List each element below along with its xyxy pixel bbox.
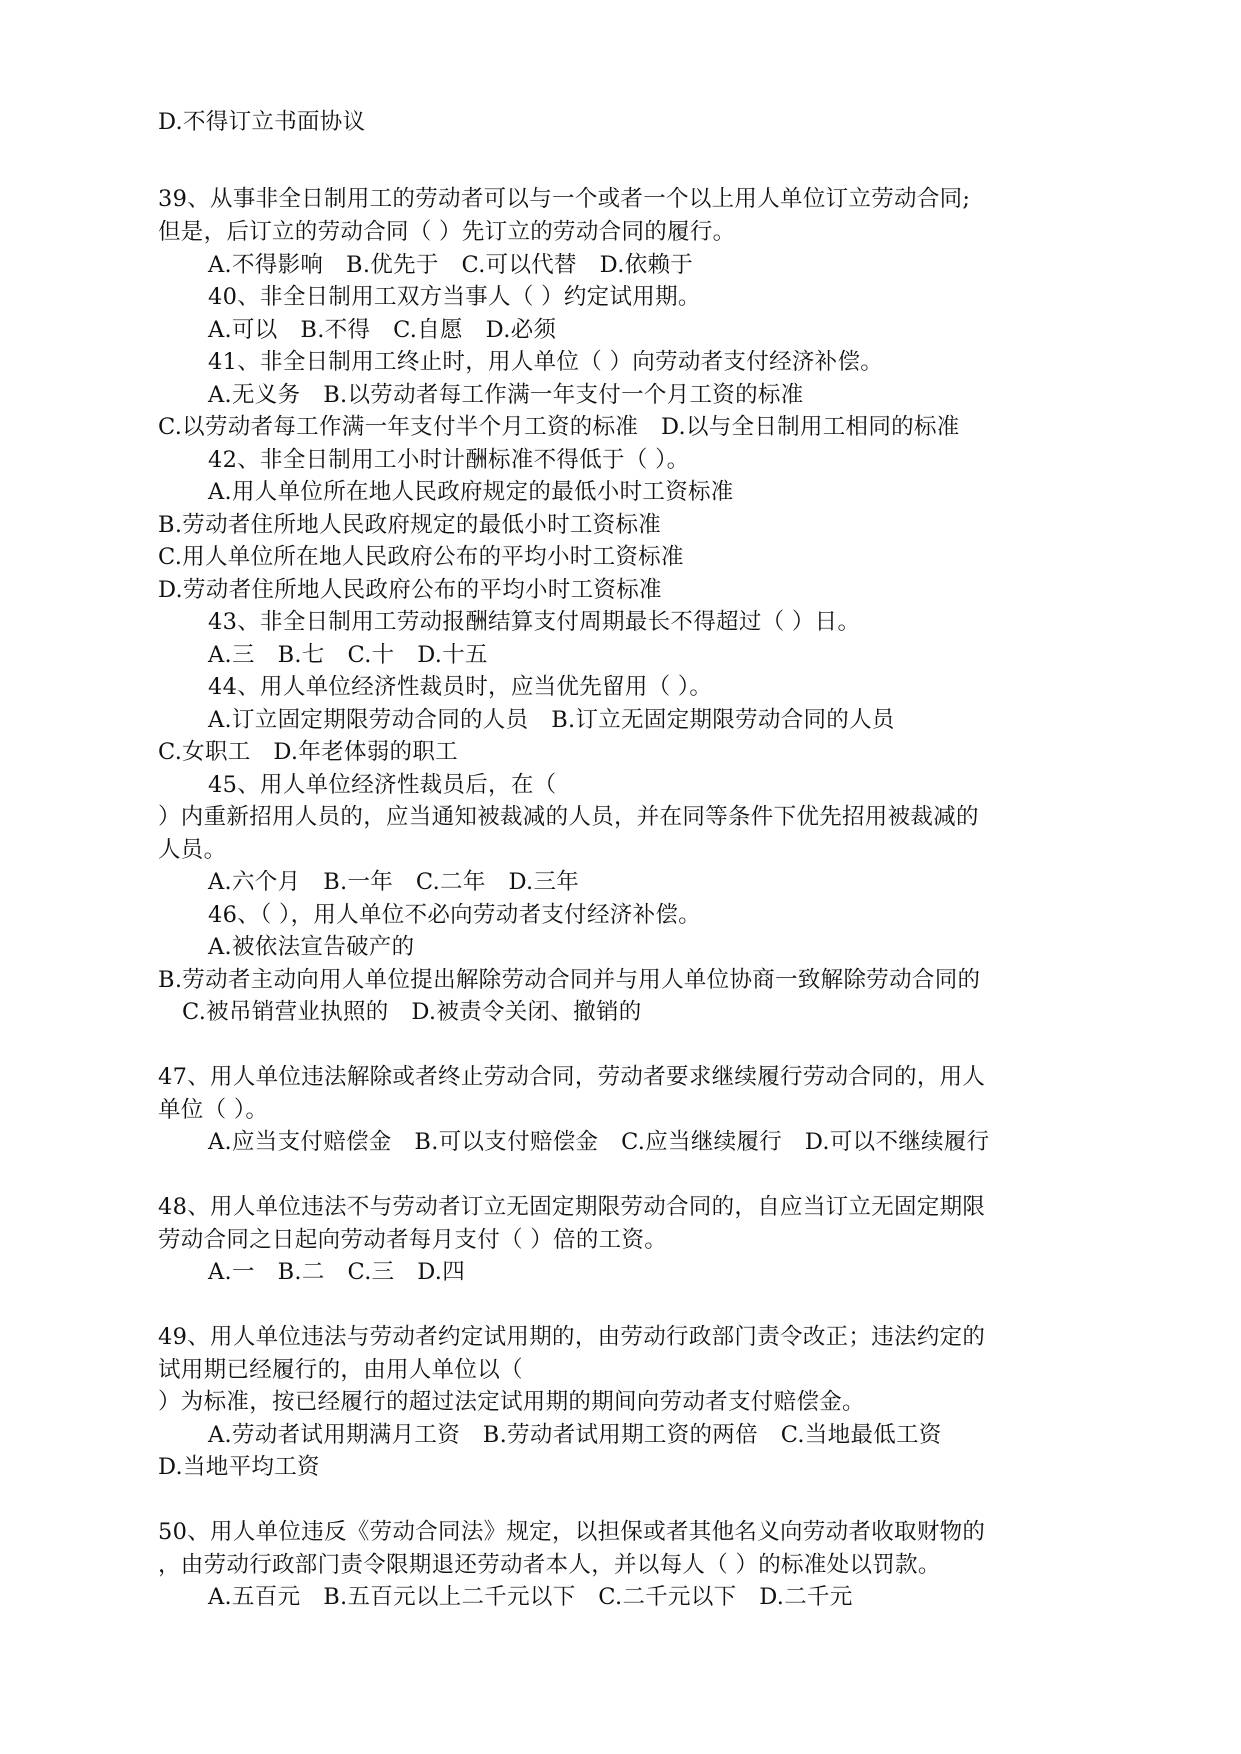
- text-line: ）内重新招用人员的，应当通知被裁减的人员，并在同等条件下优先招用被裁减的: [158, 804, 979, 830]
- text-line: A.用人单位所在地人民政府规定的最低小时工资标准: [208, 479, 734, 505]
- text-line: 50、用人单位违反《劳动合同法》规定，以担保或者其他名义向劳动者收取财物的: [158, 1519, 986, 1545]
- text-line: 44、用人单位经济性裁员时，应当优先留用（ ）。: [208, 674, 713, 700]
- text-line: D.不得订立书面协议: [158, 109, 366, 135]
- text-line: A.被依法宣告破产的: [208, 934, 415, 960]
- text-line: A.五百元 B.五百元以上二千元以下 C.二千元以下 D.二千元: [208, 1584, 853, 1610]
- text-line: A.一 B.二 C.三 D.四: [208, 1259, 466, 1285]
- text-line: A.可以 B.不得 C.自愿 D.必须: [208, 317, 557, 343]
- text-line: 41、非全日制用工终止时，用人单位（ ）向劳动者支付经济补偿。: [208, 349, 884, 375]
- text-line: 劳动合同之日起向劳动者每月支付（ ）倍的工资。: [158, 1227, 668, 1253]
- text-line: 40、非全日制用工双方当事人（ ）约定试用期。: [208, 284, 701, 310]
- text-line: A.不得影响 B.优先于 C.可以代替 D.依赖于: [208, 252, 694, 278]
- text-line: B.劳动者住所地人民政府规定的最低小时工资标准: [158, 512, 662, 538]
- text-line: 46、（ ），用人单位不必向劳动者支付经济补偿。: [208, 902, 701, 928]
- text-line: C.被吊销营业执照的 D.被责令关闭、撤销的: [182, 999, 642, 1025]
- text-line: 试用期已经履行的，由用人单位以（: [158, 1357, 523, 1383]
- text-line: 但是，后订立的劳动合同（ ）先订立的劳动合同的履行。: [158, 219, 736, 245]
- text-line: 39、从事非全日制用工的劳动者可以与一个或者一个以上用人单位订立劳动合同;: [158, 186, 971, 212]
- text-line: D.劳动者住所地人民政府公布的平均小时工资标准: [158, 577, 662, 603]
- text-line: 45、用人单位经济性裁员后，在（: [208, 772, 557, 798]
- text-line: C.女职工 D.年老体弱的职工: [158, 739, 458, 765]
- text-line: 43、非全日制用工劳动报酬结算支付周期最长不得超过（ ）日。: [208, 609, 861, 635]
- text-line: A.应当支付赔偿金 B.可以支付赔偿金 C.应当继续履行 D.可以不继续履行: [208, 1129, 990, 1155]
- text-line: A.无义务 B.以劳动者每工作满一年支付一个月工资的标准: [208, 382, 804, 408]
- text-line: 42、非全日制用工小时计酬标准不得低于（ ）。: [208, 447, 690, 473]
- text-line: ，由劳动行政部门责令限期退还劳动者本人，并以每人（ ）的标准处以罚款。: [158, 1552, 941, 1578]
- text-line: 49、用人单位违法与劳动者约定试用期的，由劳动行政部门责令改正；违法约定的: [158, 1324, 986, 1350]
- text-line: 人员。: [158, 837, 227, 863]
- text-line: A.订立固定期限劳动合同的人员 B.订立无固定期限劳动合同的人员: [208, 707, 895, 733]
- text-line: D.当地平均工资: [158, 1454, 320, 1480]
- text-line: 48、用人单位违法不与劳动者订立无固定期限劳动合同的，自应当订立无固定期限: [158, 1194, 986, 1220]
- text-line: 单位（ ）。: [158, 1097, 269, 1123]
- text-line: C.以劳动者每工作满一年支付半个月工资的标准 D.以与全日制用工相同的标准: [158, 414, 960, 440]
- text-line: B.劳动者主动向用人单位提出解除劳动合同并与用人单位协商一致解除劳动合同的: [158, 967, 981, 993]
- text-line: 47、用人单位违法解除或者终止劳动合同，劳动者要求继续履行劳动合同的，用人: [158, 1064, 986, 1090]
- text-line: A.三 B.七 C.十 D.十五: [208, 642, 488, 668]
- text-line: A.劳动者试用期满月工资 B.劳动者试用期工资的两倍 C.当地最低工资: [208, 1422, 942, 1448]
- text-line: C.用人单位所在地人民政府公布的平均小时工资标准: [158, 544, 684, 570]
- text-line: A.六个月 B.一年 C.二年 D.三年: [208, 869, 580, 895]
- text-line: ）为标准，按已经履行的超过法定试用期的期间向劳动者支付赔偿金。: [158, 1389, 865, 1415]
